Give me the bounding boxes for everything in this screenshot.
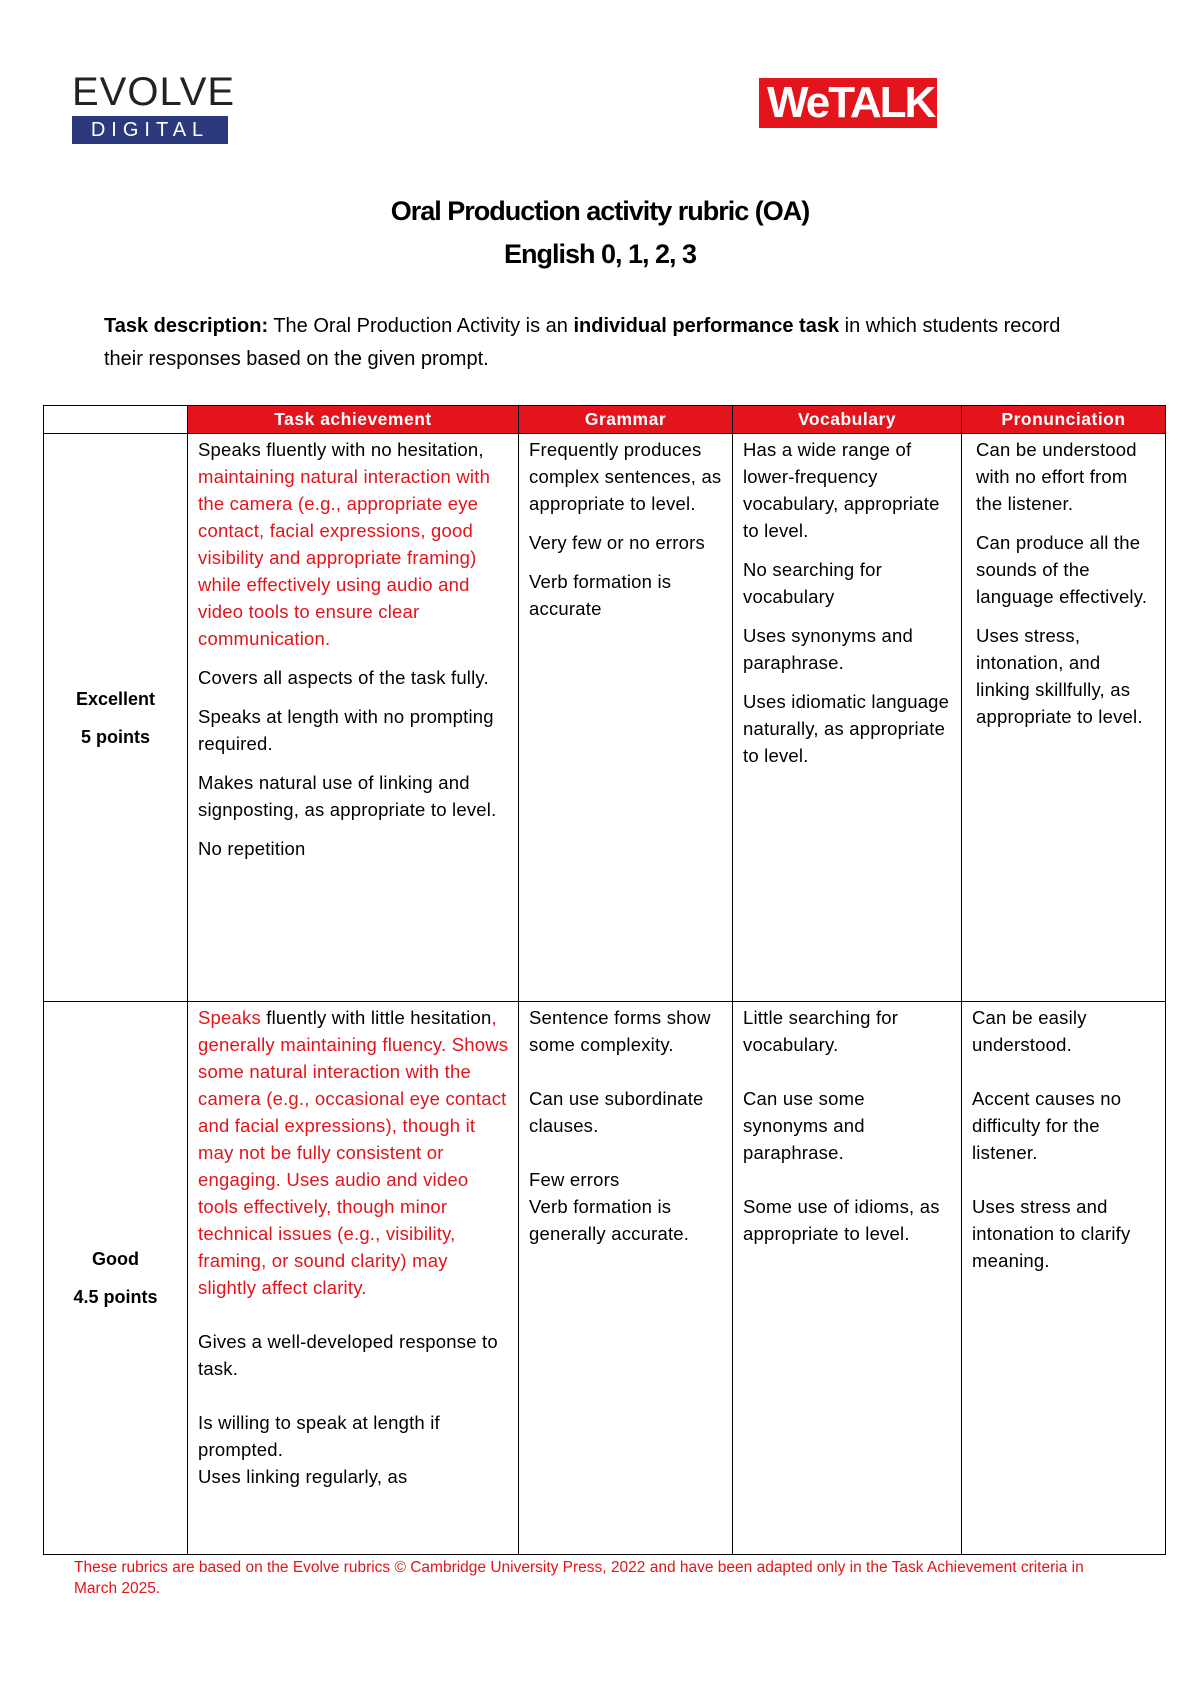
good-grammar-p1: Sentence forms show some complexity. — [529, 1007, 711, 1055]
level-name: Excellent — [75, 688, 156, 709]
task-description — [104, 310, 1094, 376]
good-grammar-p3: Few errors — [529, 1169, 620, 1190]
good-grammar-p4: Verb formation is generally accurate. — [529, 1196, 690, 1244]
evolve-logo-band: DIGITAL — [72, 116, 228, 144]
document-subtitle: English 0, 1, 2, 3 — [503, 239, 697, 269]
header-grammar: Grammar — [519, 406, 733, 434]
excellent-vocabulary — [733, 434, 962, 1002]
task-description-text-b: in which students record their responses based on the given prompt. — [104, 315, 1061, 370]
good-task-p4: Uses linking regularly, as — [198, 1466, 408, 1487]
header-blank — [44, 406, 188, 434]
excellent-grammar-p1: Frequently produces complex sentences, as appropriate to level. — [529, 439, 722, 514]
footnote: These rubrics are based on the Evolve rubrics © Cambridge University Press, 2022 and have been adapted only in the Task Achievement criteria in March 2025. — [74, 1559, 1084, 1597]
good-pron-p2: Accent causes no difficulty for the listener. — [972, 1088, 1122, 1163]
wetalk-logo — [759, 78, 937, 128]
level-good — [44, 1002, 188, 1555]
good-task-p3: Is willing to speak at length if prompted. — [198, 1412, 440, 1460]
good-vocab-p3: Some use of idioms, as appropriate to level. — [743, 1196, 940, 1244]
evolve-logo-word: EVOLVE — [72, 70, 236, 114]
excellent-grammar-p2: Very few or no errors — [529, 532, 705, 553]
excellent-vocab-p2: No searching for vocabulary — [743, 559, 882, 607]
document-title: Oral Production activity rubric (OA) — [390, 196, 810, 226]
excellent-vocab-p3: Uses synonyms and paraphrase. — [743, 625, 913, 673]
good-grammar-p2: Can use subordinate clauses. — [529, 1088, 704, 1136]
excellent-grammar-p3: Verb formation is accurate — [529, 571, 672, 619]
excellent-task-p4: Makes natural use of linking and signposting, as appropriate to level. — [198, 772, 497, 820]
good-task-achievement — [188, 1002, 519, 1555]
row-excellent — [44, 434, 1166, 1002]
wetalk-logo-word: WeTALK — [767, 78, 935, 127]
excellent-vocab-p4: Uses idiomatic language naturally, as appropriate to level. — [743, 691, 950, 766]
flame-icon — [938, 88, 946, 106]
task-description-label: Task description: — [104, 315, 269, 337]
evolve-digital-logo — [72, 70, 236, 142]
excellent-task-achievement — [188, 434, 519, 1002]
level-points: 4.5 points — [73, 1287, 158, 1307]
good-grammar — [519, 1002, 733, 1555]
excellent-pron-p3: Uses stress, intonation, and linking skillfully, as appropriate to level. — [976, 625, 1143, 727]
good-pron-p3: Uses stress and intonation to clarify meaning. — [972, 1196, 1131, 1271]
excellent-task-p2: Covers all aspects of the task fully. — [198, 667, 489, 688]
excellent-task-p3: Speaks at length with no prompting required. — [198, 706, 494, 754]
good-vocab-p2: Can use some synonyms and paraphrase. — [743, 1088, 865, 1163]
good-pronunciation — [962, 1002, 1166, 1555]
header-vocabulary: Vocabulary — [733, 406, 962, 434]
excellent-grammar — [519, 434, 733, 1002]
rubric-table — [43, 405, 1166, 1555]
header-task-achievement: Task achievement — [188, 406, 519, 434]
level-excellent — [44, 434, 188, 1002]
excellent-pron-p2: Can produce all the sounds of the language effectively. — [976, 532, 1148, 607]
header-pronunciation: Pronunciation — [962, 406, 1166, 434]
row-good — [44, 1002, 1166, 1555]
level-name: Good — [92, 1249, 139, 1269]
excellent-task-p1: Speaks fluently with no hesitation, maintaining natural interaction with the camera (e.g., appropriate eye contact, facial expressions, good visibility and appropriate framing) while effectively using audio and video tools to ensure clear communication. — [198, 439, 491, 649]
excellent-vocab-p1: Has a wide range of lower-frequency vocabulary, appropriate to level. — [743, 439, 940, 541]
good-vocab-p1: Little searching for vocabulary. — [743, 1007, 899, 1055]
excellent-task-p5: No repetition — [198, 838, 306, 859]
good-vocabulary — [733, 1002, 962, 1555]
header-row — [44, 406, 1166, 434]
good-task-p2: Gives a well-developed response to task. — [198, 1331, 498, 1379]
task-description-text-a: The Oral Production Activity is an — [268, 315, 574, 337]
excellent-pron-p1: Can be understood with no effort from the listener. — [976, 439, 1137, 514]
level-points: 5 points — [80, 726, 150, 747]
excellent-pronunciation — [962, 434, 1166, 1002]
task-description-bold: individual performance task — [573, 315, 840, 337]
good-pron-p1: Can be easily understood. — [972, 1007, 1087, 1055]
good-task-p1: Speaks fluently with little hesitation, generally maintaining fluency. Shows some natural interaction with the camera (e.g., occasional eye contact and facial expressions), though it may not be fully consistent or engaging. Uses audio and video tools effectively, though minor technical issues (e.g., visibility, framing, or sound clarity) may slightly affect clarity. — [198, 1007, 509, 1298]
red-criteria-text: , generally maintaining fluency. Shows some natural interaction with the camera (e.g., occasional eye contact and facial expressions), though it may not be fully consistent or engaging. Uses audio and video tools effectively, though minor technical issues (e.g., visibility, framing, or sound clarity) may slightly affect clarity. — [198, 1007, 509, 1298]
red-criteria-text: maintaining natural interaction with the camera (e.g., appropriate eye contact, facial expressions, good visibility and appropriate framing) while effectively using audio and video tools to ensure clear communication. — [198, 466, 491, 649]
